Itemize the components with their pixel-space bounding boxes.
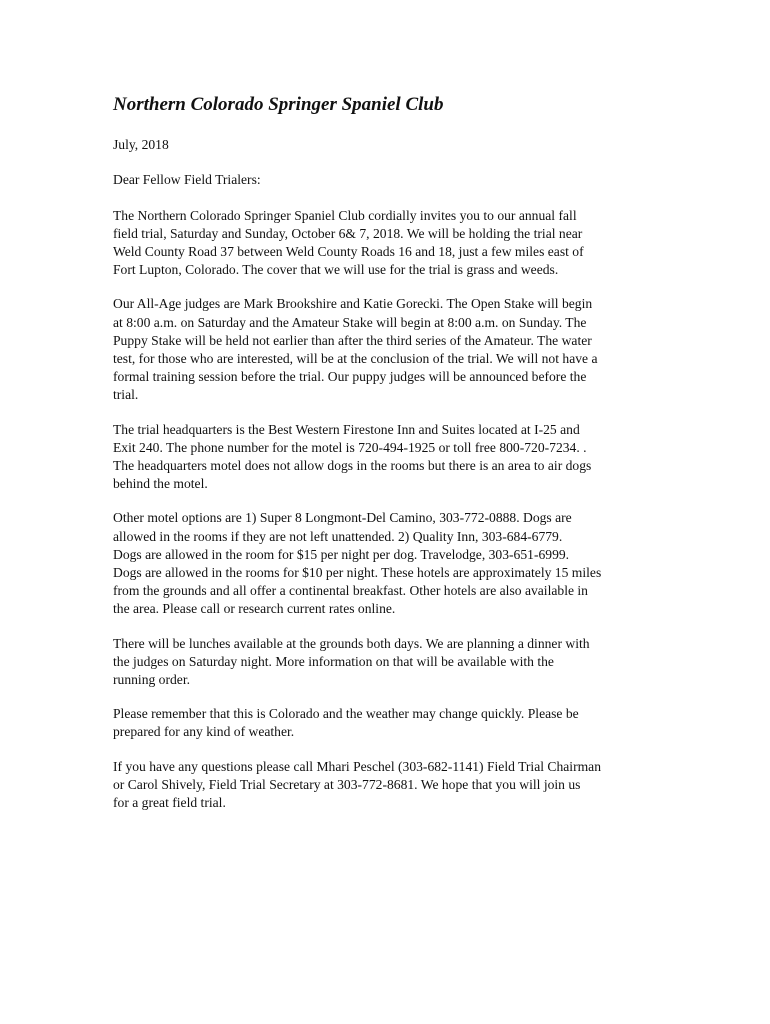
paragraph-line: The trial headquarters is the Best Western Firestone Inn and Suites located at I-25 and xyxy=(113,421,580,437)
letter-page xyxy=(113,92,661,828)
paragraph-contacts xyxy=(113,758,661,813)
paragraph-line: at 8:00 a.m. on Saturday and the Amateur Stake will begin at 8:00 a.m. on Sunday. The xyxy=(113,314,587,330)
paragraph-line: for a great field trial. xyxy=(113,795,226,811)
paragraph-line: the judges on Saturday night. More information on that will be available with the xyxy=(113,653,554,669)
paragraph-line: If you have any questions please call Mhari Peschel (303-682-1141) Field Trial Chairman xyxy=(113,758,602,774)
paragraph-line: Weld County Road 37 between Weld County Roads 16 and 18, just a few miles east of xyxy=(113,244,584,259)
paragraph-line: running order. xyxy=(113,672,191,688)
paragraph-line: from the grounds and all offer a continental breakfast. Other hotels are also available in xyxy=(113,583,588,599)
paragraph-line: trial. xyxy=(113,387,139,403)
paragraph-line: Please remember that this is Colorado and the weather may change quickly. Please be xyxy=(113,706,579,722)
paragraph-line: behind the motel. xyxy=(113,476,208,492)
paragraph-line: Our All-Age judges are Mark Brookshire and Katie Gorecki. The Open Stake will begin xyxy=(113,296,593,312)
paragraph-line: The Northern Colorado Springer Spaniel Club cordially invites you to our annual fall xyxy=(113,207,577,223)
paragraph-line: or Carol Shively, Field Trial Secretary at 303-772-8681. We hope that you will join us xyxy=(113,776,581,792)
paragraph-line: Other motel options are 1) Super 8 Longmont-Del Camino, 303-772-0888. Dogs are xyxy=(113,510,572,526)
paragraph-line: prepared for any kind of weather. xyxy=(113,724,295,740)
letter-title: Northern Colorado Springer Spaniel Club xyxy=(113,94,444,115)
paragraph-line: Exit 240. The phone number for the motel is 720-494-1925 or toll free 800-720-7234. . xyxy=(113,439,587,455)
paragraph-line: Dogs are allowed in the rooms for $10 per night. These hotels are approximately 15 miles xyxy=(113,565,602,581)
paragraph-judges xyxy=(113,295,661,404)
paragraph-line: Fort Lupton, Colorado. The cover that we will use for the trial is grass and weeds. xyxy=(113,262,559,278)
paragraph-line: formal training session before the trial. Our puppy judges will be announced before the xyxy=(113,369,587,385)
paragraph-weather xyxy=(113,705,661,741)
paragraph-line: Puppy Stake will be held not earlier than after the third series of the Amateur. The water xyxy=(113,332,592,348)
paragraph-line: the area. Please call or research current rates online. xyxy=(113,601,396,617)
letter-salutation: Dear Fellow Field Trialers: xyxy=(113,172,261,188)
letter-date: July, 2018 xyxy=(113,137,169,152)
paragraph-headquarters xyxy=(113,421,661,494)
paragraph-line: allowed in the rooms if they are not left unattended. 2) Quality Inn, 303-684-6779. xyxy=(113,528,563,544)
paragraph-line: field trial, Saturday and Sunday, October 6& 7, 2018. We will be holding the trial near xyxy=(113,225,583,241)
paragraph-line: There will be lunches available at the grounds both days. We are planning a dinner with xyxy=(113,635,590,651)
paragraph-line: Dogs are allowed in the room for $15 per night per dog. Travelodge, 303-651-6999. xyxy=(113,546,570,562)
paragraph-invitation xyxy=(113,207,661,280)
paragraph-motel-options xyxy=(113,509,661,618)
paragraph-line: test, for those who are interested, will be at the conclusion of the trial. We will not have a xyxy=(113,351,598,367)
paragraph-lunches xyxy=(113,635,661,690)
paragraph-line: The headquarters motel does not allow dogs in the rooms but there is an area to air dogs xyxy=(113,458,592,474)
